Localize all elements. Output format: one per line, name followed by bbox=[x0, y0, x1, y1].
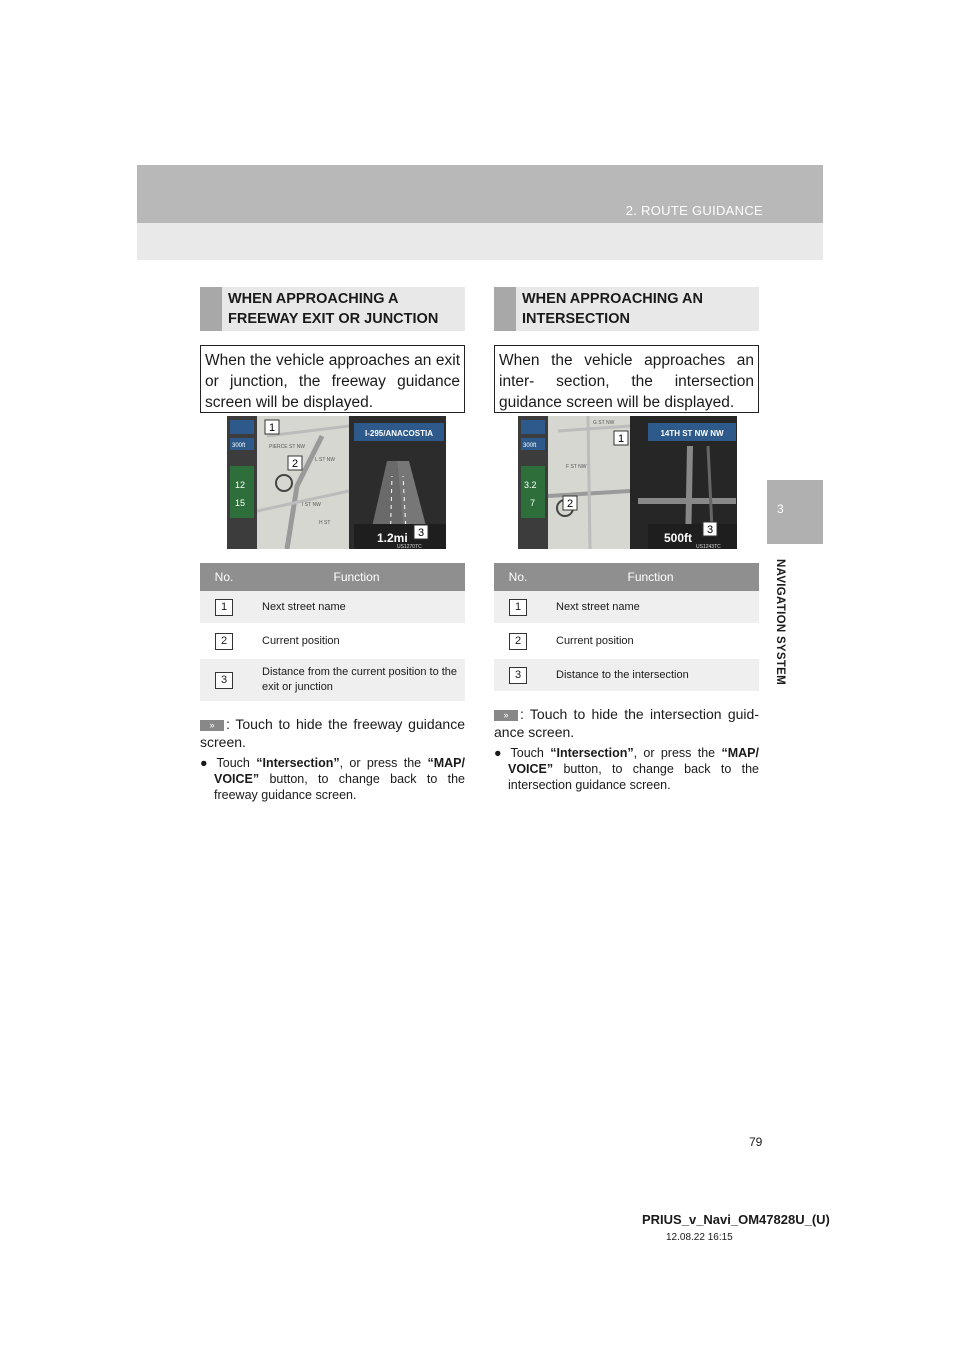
right-column bbox=[494, 287, 759, 413]
left-function-table bbox=[200, 563, 465, 703]
col-header-no: No. bbox=[200, 563, 248, 591]
map-label: 300ft bbox=[232, 443, 246, 449]
next-street-label: 14TH ST NW NW bbox=[660, 429, 724, 438]
right-intro-box: When the vehicle approaches an inter- section, the intersection guidance screen will be displayed. bbox=[494, 345, 759, 413]
row-number: 2 bbox=[509, 633, 527, 650]
map-label: H ST bbox=[319, 520, 331, 526]
row-number: 2 bbox=[215, 633, 233, 650]
table-row bbox=[494, 591, 759, 624]
bullet-icon: ● bbox=[200, 756, 217, 770]
map-label: PIERCE ST NW bbox=[269, 444, 306, 450]
map-label: I ST NW bbox=[302, 502, 321, 508]
callout-2: 2 bbox=[291, 458, 299, 470]
intersection-label: “Intersection” bbox=[550, 746, 634, 760]
bullet-text: , or press the bbox=[633, 746, 722, 760]
map-label: L ST NW bbox=[315, 457, 336, 463]
right-heading-line1: WHEN APPROACHING AN bbox=[522, 291, 703, 307]
row-function: Current position bbox=[542, 624, 759, 658]
row-number: 3 bbox=[215, 672, 233, 689]
hide-guidance-icon: » bbox=[494, 710, 518, 721]
table-row bbox=[200, 591, 465, 624]
table-row bbox=[200, 658, 465, 702]
left-section-heading bbox=[200, 287, 465, 331]
intersection-label: “Intersection” bbox=[256, 756, 340, 770]
left-heading-line1: WHEN APPROACHING A bbox=[228, 291, 399, 307]
right-function-table bbox=[494, 563, 759, 693]
bullet-text: button, to change back to the freeway guidance screen. bbox=[214, 772, 465, 802]
map-voice-label: “MAP/ VOICE” bbox=[508, 746, 759, 776]
table-row bbox=[200, 624, 465, 658]
map-label: 3.2 bbox=[524, 480, 537, 490]
right-note bbox=[494, 705, 759, 793]
image-code: US1270TC bbox=[397, 544, 422, 549]
left-bullet bbox=[200, 755, 465, 803]
bullet-text: button, to change back to the intersection guidance screen. bbox=[508, 762, 759, 792]
right-heading-line2: INTERSECTION bbox=[522, 311, 630, 327]
distance-label: 1.2mi bbox=[377, 531, 408, 545]
header-band bbox=[137, 165, 823, 260]
row-function: Distance from the current position to the exit or junction bbox=[248, 658, 465, 702]
row-function: Next street name bbox=[542, 591, 759, 624]
footer-doc-id: PRIUS_v_Navi_OM47828U_(U) bbox=[642, 1212, 830, 1227]
table-row bbox=[494, 624, 759, 658]
left-column bbox=[200, 287, 465, 413]
callout-3: 3 bbox=[706, 524, 714, 536]
row-function: Next street name bbox=[248, 591, 465, 624]
bullet-text: Touch bbox=[216, 756, 257, 770]
right-section-heading bbox=[494, 287, 759, 331]
image-code: US1243TC bbox=[696, 544, 721, 549]
right-bullet bbox=[494, 745, 759, 793]
freeway-guidance-screenshot bbox=[227, 416, 446, 549]
map-label: 15 bbox=[235, 498, 246, 508]
map-label: 300ft bbox=[523, 443, 537, 449]
bullet-icon: ● bbox=[494, 746, 511, 760]
footer-stamp: 12.08.22 16:15 bbox=[666, 1232, 733, 1243]
bullet-text: , or press the bbox=[339, 756, 428, 770]
row-number: 3 bbox=[509, 667, 527, 684]
map-label: F ST NW bbox=[566, 464, 587, 470]
chapter-tab bbox=[767, 480, 823, 544]
side-label-text: NAVIGATION SYSTEM bbox=[774, 558, 786, 686]
section-title: 2. ROUTE GUIDANCE bbox=[625, 203, 763, 218]
heading-bar bbox=[494, 287, 516, 331]
row-number: 1 bbox=[215, 599, 233, 616]
callout-1: 1 bbox=[268, 422, 276, 434]
left-note bbox=[200, 715, 465, 803]
row-function: Current position bbox=[248, 624, 465, 658]
callout-1: 1 bbox=[617, 433, 625, 445]
bullet-text: Touch bbox=[510, 746, 551, 760]
header-top-band bbox=[137, 165, 823, 223]
intersection-guidance-screenshot bbox=[518, 416, 737, 549]
table-row bbox=[494, 658, 759, 692]
chapter-number: 3 bbox=[777, 502, 784, 516]
row-function: Distance to the intersection bbox=[542, 658, 759, 692]
right-note-text: : Touch to hide the intersection guid- ance screen. bbox=[494, 706, 759, 740]
col-header-no: No. bbox=[494, 563, 542, 591]
row-number: 1 bbox=[509, 599, 527, 616]
left-intro-box: When the vehicle approaches an exit or junction, the freeway guidance screen will be displayed. bbox=[200, 345, 465, 413]
map-voice-label: “MAP/ VOICE” bbox=[214, 756, 465, 786]
hide-guidance-icon: » bbox=[200, 720, 224, 731]
callout-2: 2 bbox=[566, 498, 574, 510]
left-note-text: : Touch to hide the freeway guidance screen. bbox=[200, 716, 465, 750]
col-header-function: Function bbox=[248, 563, 465, 591]
callout-3: 3 bbox=[417, 527, 425, 539]
map-label: 12 bbox=[235, 480, 246, 490]
next-street-label: I-295/ANACOSTIA bbox=[364, 429, 434, 438]
page-number: 79 bbox=[749, 1135, 763, 1149]
heading-bar bbox=[200, 287, 222, 331]
left-heading-line2: FREEWAY EXIT OR JUNCTION bbox=[228, 311, 439, 327]
map-label: G ST NW bbox=[593, 420, 615, 426]
side-label bbox=[771, 552, 789, 692]
col-header-function: Function bbox=[542, 563, 759, 591]
distance-label: 500ft bbox=[664, 531, 693, 545]
map-label: 7 bbox=[530, 498, 536, 508]
